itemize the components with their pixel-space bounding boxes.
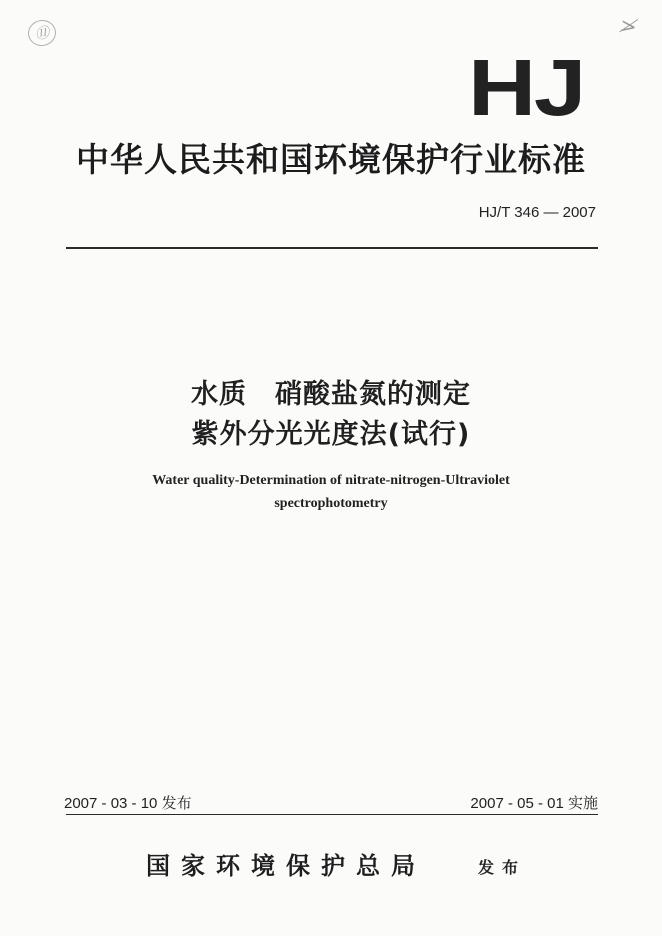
standard-number: HJ/T 346 — 2007 [478,204,596,221]
chinese-title-line-1: 水质 硝酸盐氮的测定 [191,379,471,410]
chinese-title-line-2: 紫外分光光度法(试行) [191,419,471,450]
issue-date: 2007 - 03 - 10 发布 [64,795,192,812]
hj-logo: HJ [468,43,584,132]
handwritten-mark-left: ⑪ [26,18,58,48]
english-title-line-2: spectrophotometry [274,496,388,511]
footer-divider [66,814,598,815]
english-title-line-1: Water quality-Determination of nitrate-nitrogen-Ultraviolet [152,473,510,488]
issuer-label: 发布 [478,858,527,877]
handwritten-mark-right: ≯ [618,12,639,40]
header-divider [66,247,598,249]
implementation-date: 2007 - 05 - 01 实施 [470,795,598,812]
issuing-authority: 国家环境保护总局 [146,852,426,880]
standard-category-title: 中华人民共和国环境保护行业标准 [76,140,586,179]
